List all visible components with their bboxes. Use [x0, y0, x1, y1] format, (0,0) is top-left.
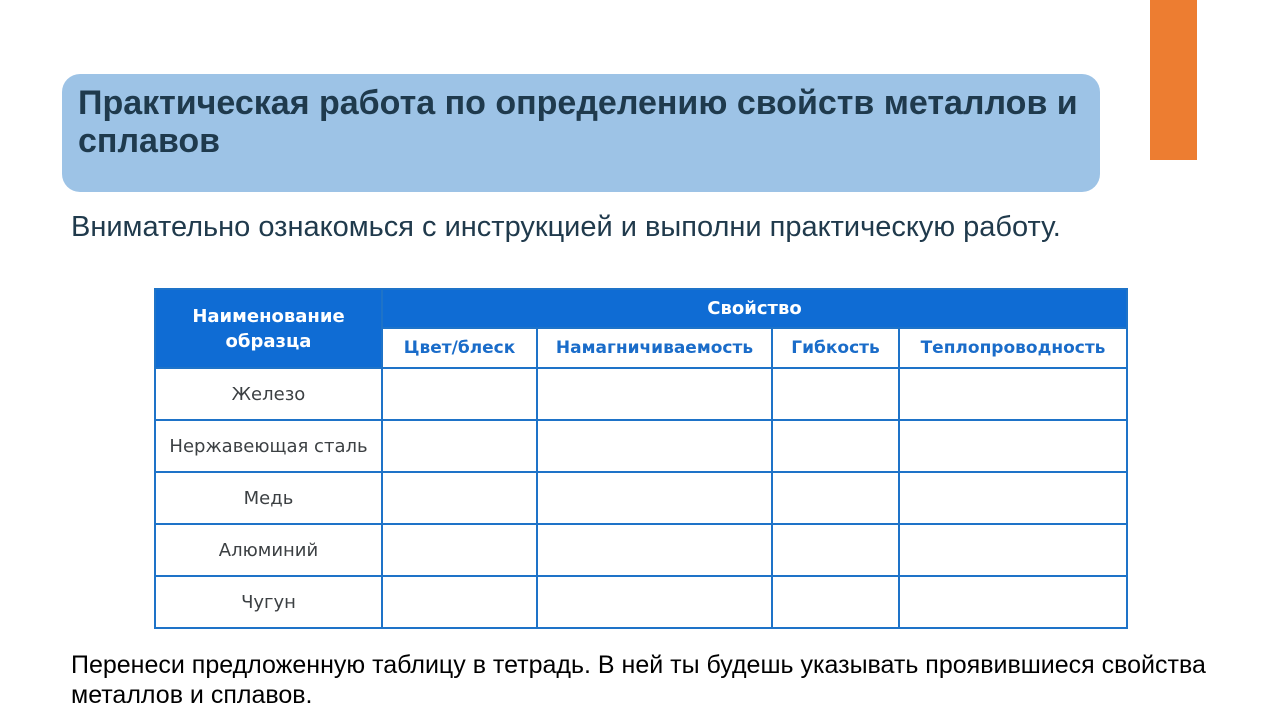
- table-cell: [772, 420, 899, 472]
- table-cell: [899, 420, 1127, 472]
- table-cell: [899, 368, 1127, 420]
- column-header-color: Цвет/блеск: [382, 328, 537, 368]
- table-row: [155, 576, 1127, 628]
- table-cell: [382, 420, 537, 472]
- table-cell: [382, 576, 537, 628]
- column-header-flexibility: Гибкость: [772, 328, 899, 368]
- table-cell: [537, 368, 772, 420]
- table-cell: [382, 368, 537, 420]
- orange-accent-bar: [1150, 0, 1197, 160]
- table-cell: [772, 524, 899, 576]
- column-header-conductivity: Теплопроводность: [899, 328, 1127, 368]
- row-label-stainless-steel: Нержавеющая сталь: [155, 420, 382, 472]
- table-row: [155, 368, 1127, 420]
- column-header-magnetism: Намагничиваемость: [537, 328, 772, 368]
- table-cell: [382, 524, 537, 576]
- table-cell: [899, 524, 1127, 576]
- table-cell: [537, 576, 772, 628]
- property-header: Свойство: [382, 289, 1127, 328]
- table-row: [155, 524, 1127, 576]
- intro-text: Внимательно ознакомься с инструкцией и выполни практическую работу.: [71, 211, 1061, 243]
- properties-table: [154, 288, 1128, 629]
- sample-name-header: Наименование образца: [155, 289, 382, 368]
- row-label-aluminum: Алюминий: [155, 524, 382, 576]
- footer-instruction: Перенеси предложенную таблицу в тетрадь. В ней ты будешь указывать проявившиеся свойства металлов и сплавов.: [71, 651, 1206, 709]
- table-cell: [772, 576, 899, 628]
- table-header-row: [155, 289, 1127, 328]
- table-cell: [772, 472, 899, 524]
- table-cell: [537, 524, 772, 576]
- table-row: [155, 420, 1127, 472]
- table-cell: [382, 472, 537, 524]
- table-cell: [537, 472, 772, 524]
- page-title: Практическая работа по определению свойств металлов и сплавов: [78, 84, 1078, 160]
- row-label-cast-iron: Чугун: [155, 576, 382, 628]
- table-row: [155, 472, 1127, 524]
- table-cell: [899, 576, 1127, 628]
- row-label-iron: Железо: [155, 368, 382, 420]
- table-cell: [899, 472, 1127, 524]
- table-cell: [772, 368, 899, 420]
- table-cell: [537, 420, 772, 472]
- title-banner: [62, 74, 1100, 192]
- row-label-copper: Медь: [155, 472, 382, 524]
